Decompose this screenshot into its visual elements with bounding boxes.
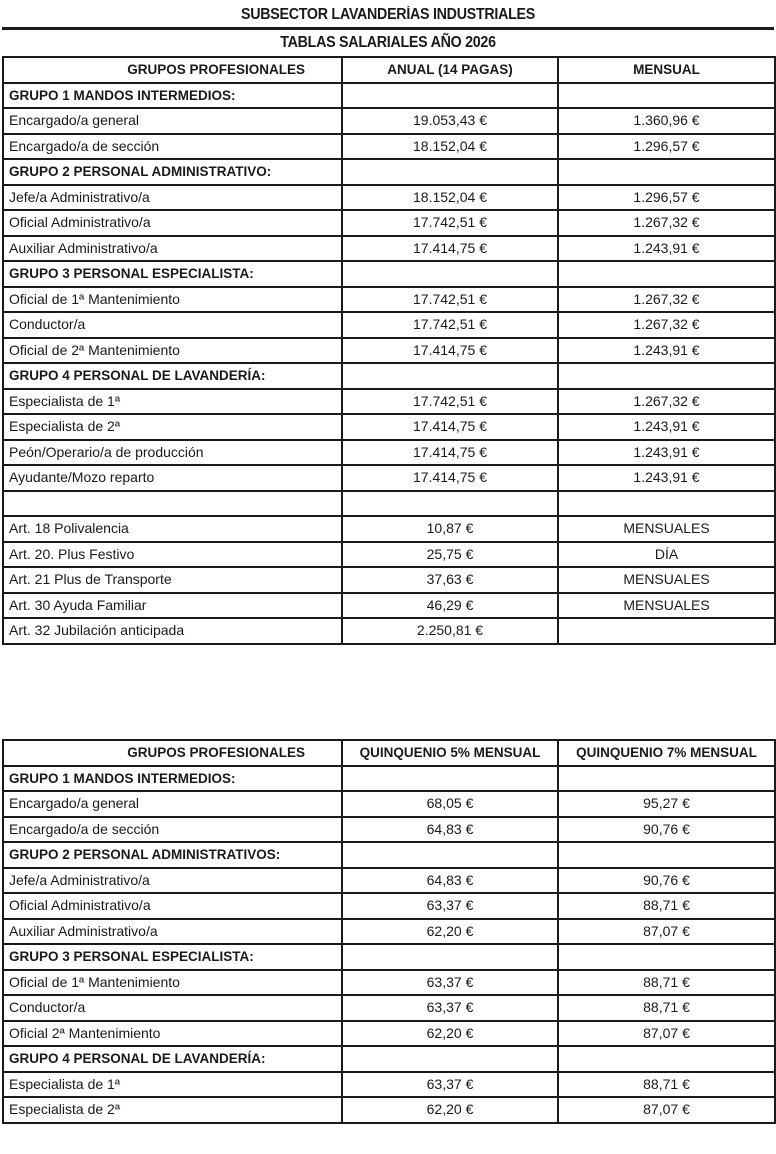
row-label: Peón/Operario/a de producción	[3, 440, 342, 466]
cell-quinquenio-5: 63,37 €	[342, 1072, 558, 1098]
cell-anual: 37,63 €	[342, 567, 558, 593]
cell-mensual	[558, 618, 775, 644]
cell-quinquenio-5: 62,20 €	[342, 1097, 558, 1123]
row-label: Encargado/a de sección	[3, 817, 342, 843]
cell-quinquenio-7: 95,27 €	[558, 791, 775, 817]
cell-quinquenio-7: 88,71 €	[558, 1072, 775, 1098]
row-label: Oficial de 1ª Mantenimiento	[3, 287, 342, 313]
cell-quinquenio-5: 63,37 €	[342, 995, 558, 1021]
table-row	[3, 287, 775, 313]
cell-anual: 25,75 €	[342, 542, 558, 568]
title-divider	[2, 27, 774, 30]
cell-quinquenio-7: 88,71 €	[558, 995, 775, 1021]
group-row	[3, 83, 775, 109]
cell-anual: 10,87 €	[342, 516, 558, 542]
table-row	[3, 465, 775, 491]
table-row	[3, 236, 775, 262]
document-subtitle: TABLAS SALARIALES AÑO 2026	[280, 34, 496, 51]
cell-mensual: 1.267,32 €	[558, 389, 775, 415]
cell-quinquenio-7: 88,71 €	[558, 893, 775, 919]
row-label: Ayudante/Mozo reparto	[3, 465, 342, 491]
cell-mensual: 1.267,32 €	[558, 287, 775, 313]
cell-mensual: 1.243,91 €	[558, 465, 775, 491]
cell-mensual	[558, 261, 775, 287]
table-row	[3, 542, 775, 568]
salary-table-header	[3, 57, 775, 83]
group-row	[3, 1046, 775, 1072]
cell-anual: 18.152,04 €	[342, 134, 558, 160]
group-row	[3, 159, 775, 185]
cell-quinquenio-5	[342, 944, 558, 970]
cell-anual: 18.152,04 €	[342, 185, 558, 211]
row-label: Art. 32 Jubilación anticipada	[3, 618, 342, 644]
cell-quinquenio-5	[342, 842, 558, 868]
group-row	[3, 363, 775, 389]
row-label: Encargado/a general	[3, 791, 342, 817]
cell-quinquenio-5: 63,37 €	[342, 893, 558, 919]
table-row	[3, 1097, 775, 1123]
group-row	[3, 766, 775, 792]
table-row	[3, 791, 775, 817]
row-label	[3, 491, 342, 517]
cell-mensual: 1.243,91 €	[558, 414, 775, 440]
header-grupos: GRUPOS PROFESIONALES	[3, 57, 342, 83]
cell-quinquenio-7: 90,76 €	[558, 868, 775, 894]
row-label: Encargado/a general	[3, 108, 342, 134]
cell-quinquenio-5: 68,05 €	[342, 791, 558, 817]
table-row	[3, 312, 775, 338]
table-row	[3, 919, 775, 945]
quinquenio-table-header	[3, 740, 775, 766]
table-row	[3, 108, 775, 134]
cell-quinquenio-7: 87,07 €	[558, 1097, 775, 1123]
table-row	[3, 338, 775, 364]
table-row	[3, 817, 775, 843]
salary-table	[2, 56, 776, 645]
cell-anual: 17.414,75 €	[342, 465, 558, 491]
cell-mensual: 1.243,91 €	[558, 236, 775, 262]
row-label: Conductor/a	[3, 995, 342, 1021]
header-grupos: GRUPOS PROFESIONALES	[3, 740, 342, 766]
quinquenio-table	[2, 739, 776, 1124]
cell-anual	[342, 261, 558, 287]
cell-mensual: 1.296,57 €	[558, 134, 775, 160]
header-quinquenio-5: QUINQUENIO 5% MENSUAL	[342, 740, 558, 766]
table-row	[3, 414, 775, 440]
row-label: Jefe/a Administrativo/a	[3, 185, 342, 211]
row-label: Conductor/a	[3, 312, 342, 338]
cell-quinquenio-5: 63,37 €	[342, 970, 558, 996]
cell-anual	[342, 363, 558, 389]
row-label: Especialista de 1ª	[3, 1072, 342, 1098]
row-label: GRUPO 4 PERSONAL DE LAVANDERÍA:	[3, 363, 342, 389]
row-label: Auxiliar Administrativo/a	[3, 919, 342, 945]
cell-mensual	[558, 491, 775, 517]
cell-quinquenio-5: 64,83 €	[342, 817, 558, 843]
table-row	[3, 970, 775, 996]
blank-row	[3, 491, 775, 517]
row-label: GRUPO 2 PERSONAL ADMINISTRATIVOS:	[3, 842, 342, 868]
table-row	[3, 1021, 775, 1047]
cell-mensual: 1.267,32 €	[558, 210, 775, 236]
cell-quinquenio-5: 62,20 €	[342, 1021, 558, 1047]
table-row	[3, 868, 775, 894]
table-row	[3, 134, 775, 160]
group-row	[3, 261, 775, 287]
cell-anual: 17.742,51 €	[342, 210, 558, 236]
cell-quinquenio-7	[558, 842, 775, 868]
row-label: Art. 21 Plus de Transporte	[3, 567, 342, 593]
table-row	[3, 593, 775, 619]
row-label: Oficial de 2ª Mantenimiento	[3, 338, 342, 364]
cell-mensual: MENSUALES	[558, 567, 775, 593]
cell-quinquenio-7	[558, 944, 775, 970]
row-label: Oficial Administrativo/a	[3, 210, 342, 236]
cell-anual	[342, 491, 558, 517]
row-label: Art. 18 Polivalencia	[3, 516, 342, 542]
row-label: Art. 30 Ayuda Familiar	[3, 593, 342, 619]
cell-anual: 17.414,75 €	[342, 338, 558, 364]
table-row	[3, 995, 775, 1021]
row-label: Jefe/a Administrativo/a	[3, 868, 342, 894]
cell-quinquenio-7: 87,07 €	[558, 919, 775, 945]
row-label: Oficial 2ª Mantenimiento	[3, 1021, 342, 1047]
row-label: GRUPO 3 PERSONAL ESPECIALISTA:	[3, 944, 342, 970]
cell-quinquenio-5	[342, 1046, 558, 1072]
cell-anual: 46,29 €	[342, 593, 558, 619]
cell-anual: 17.414,75 €	[342, 236, 558, 262]
row-label: Especialista de 2ª	[3, 1097, 342, 1123]
row-label: GRUPO 3 PERSONAL ESPECIALISTA:	[3, 261, 342, 287]
cell-quinquenio-7: 90,76 €	[558, 817, 775, 843]
cell-mensual: 1.243,91 €	[558, 440, 775, 466]
row-label: GRUPO 1 MANDOS INTERMEDIOS:	[3, 766, 342, 792]
row-label: Encargado/a de sección	[3, 134, 342, 160]
row-label: GRUPO 4 PERSONAL DE LAVANDERÍA:	[3, 1046, 342, 1072]
cell-anual: 17.742,51 €	[342, 312, 558, 338]
group-row	[3, 842, 775, 868]
table-row	[3, 567, 775, 593]
cell-mensual: 1.243,91 €	[558, 338, 775, 364]
cell-quinquenio-7	[558, 1046, 775, 1072]
cell-mensual	[558, 83, 775, 109]
cell-anual: 17.414,75 €	[342, 414, 558, 440]
cell-anual: 17.742,51 €	[342, 389, 558, 415]
table-row	[3, 516, 775, 542]
row-label: Especialista de 1ª	[3, 389, 342, 415]
table-row	[3, 389, 775, 415]
cell-mensual: 1.296,57 €	[558, 185, 775, 211]
header-anual: ANUAL (14 PAGAS)	[342, 57, 558, 83]
row-label: Art. 20. Plus Festivo	[3, 542, 342, 568]
table-row	[3, 210, 775, 236]
table-row	[3, 618, 775, 644]
cell-mensual: MENSUALES	[558, 593, 775, 619]
row-label: Auxiliar Administrativo/a	[3, 236, 342, 262]
cell-mensual: DÍA	[558, 542, 775, 568]
cell-mensual	[558, 363, 775, 389]
cell-anual: 17.414,75 €	[342, 440, 558, 466]
cell-quinquenio-7: 87,07 €	[558, 1021, 775, 1047]
cell-quinquenio-7: 88,71 €	[558, 970, 775, 996]
cell-quinquenio-5: 62,20 €	[342, 919, 558, 945]
group-row	[3, 944, 775, 970]
table-row	[3, 440, 775, 466]
cell-anual	[342, 159, 558, 185]
row-label: GRUPO 1 MANDOS INTERMEDIOS:	[3, 83, 342, 109]
cell-anual: 19.053,43 €	[342, 108, 558, 134]
row-label: Oficial de 1ª Mantenimiento	[3, 970, 342, 996]
cell-quinquenio-5	[342, 766, 558, 792]
cell-mensual: 1.360,96 €	[558, 108, 775, 134]
cell-anual: 2.250,81 €	[342, 618, 558, 644]
cell-mensual	[558, 159, 775, 185]
cell-mensual: MENSUALES	[558, 516, 775, 542]
table-row	[3, 185, 775, 211]
row-label: GRUPO 2 PERSONAL ADMINISTRATIVO:	[3, 159, 342, 185]
row-label: Oficial Administrativo/a	[3, 893, 342, 919]
cell-quinquenio-7	[558, 766, 775, 792]
header-quinquenio-7: QUINQUENIO 7% MENSUAL	[558, 740, 775, 766]
cell-anual	[342, 83, 558, 109]
cell-mensual: 1.267,32 €	[558, 312, 775, 338]
row-label: Especialista de 2ª	[3, 414, 342, 440]
header-mensual: MENSUAL	[558, 57, 775, 83]
table-row	[3, 1072, 775, 1098]
document-title: SUBSECTOR LAVANDERÍAS INDUSTRIALES	[240, 6, 536, 23]
cell-quinquenio-5: 64,83 €	[342, 868, 558, 894]
table-row	[3, 893, 775, 919]
cell-anual: 17.742,51 €	[342, 287, 558, 313]
